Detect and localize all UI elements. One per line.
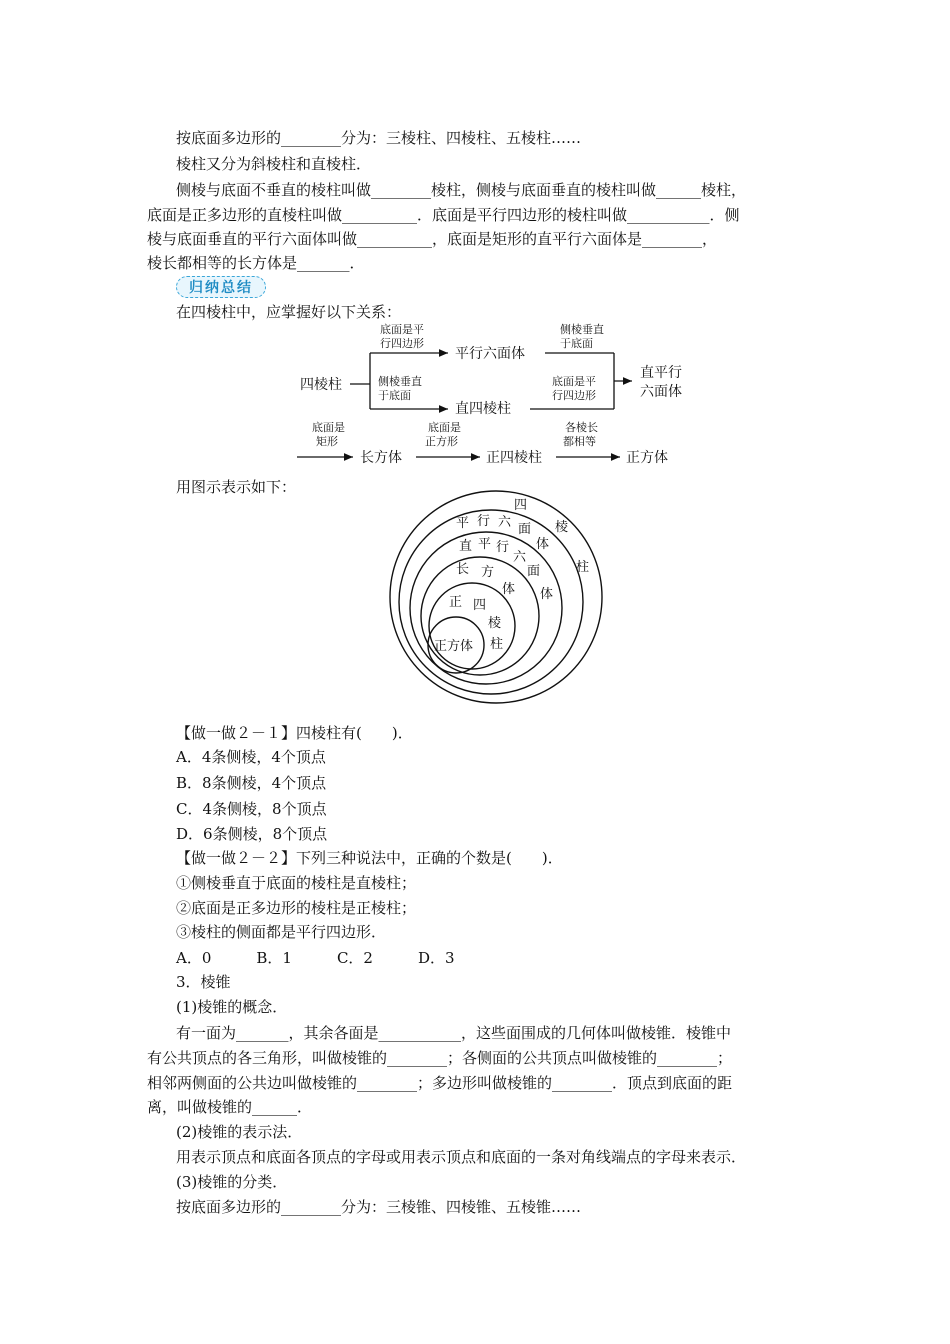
text-line: 棱长都相等的长方体是_______． bbox=[147, 254, 365, 272]
text-line: 用表示顶点和底面各顶点的字母或用表示顶点和底面的一条对角线端点的字母来表示． bbox=[176, 1148, 747, 1166]
option: C．4条侧棱，8个顶点 bbox=[176, 800, 327, 818]
cond-label: 侧棱垂直 bbox=[560, 323, 604, 336]
text-line: 有公共顶点的各三角形，叫做棱锥的________；各侧面的公共顶点叫做棱锥的________； bbox=[147, 1049, 733, 1067]
text-line: 相邻两侧面的公共边叫做棱锥的________；多边形叫做棱锥的________．顶点到底面的距 bbox=[147, 1074, 733, 1092]
text-line: 棱与底面垂直的平行六面体叫做__________，底面是矩形的直平行六面体是________， bbox=[147, 230, 718, 248]
subsection-heading: (1)棱锥的概念． bbox=[176, 998, 288, 1016]
venn-label: 行 bbox=[477, 514, 491, 529]
venn-label: 柱 bbox=[490, 637, 504, 652]
text-line: 按底面多边形的________分为：三棱锥、四棱锥、五棱锥…… bbox=[176, 1198, 582, 1216]
option: A．4条侧棱，4个顶点 bbox=[176, 748, 326, 766]
text-line: 棱柱又分为斜棱柱和直棱柱． bbox=[176, 155, 372, 173]
question-title: 【做一做２－２】下列三种说法中，正确的个数是( )． bbox=[176, 849, 563, 867]
cond-label: 底面是平 bbox=[552, 375, 596, 388]
cond-label: 行四边形 bbox=[380, 337, 424, 350]
option: B．8条侧棱，4个顶点 bbox=[176, 774, 327, 792]
cond-label: 各棱长 bbox=[565, 421, 598, 434]
venn-label: 面 bbox=[518, 522, 532, 537]
venn-label: 方 bbox=[481, 565, 495, 580]
options: A．0 B．1 C．2 D．3 bbox=[176, 949, 455, 967]
text-line: 按底面多边形的________分为：三棱柱、四棱柱、五棱柱…… bbox=[176, 129, 582, 147]
venn-label: 直 bbox=[459, 539, 473, 554]
venn-label: 体 bbox=[540, 587, 554, 602]
venn-label: 体 bbox=[536, 537, 550, 552]
venn-label: 六 bbox=[513, 550, 527, 565]
section-heading: 3．棱锥 bbox=[176, 973, 231, 991]
node-parallelepiped: 平行六面体 bbox=[455, 346, 525, 362]
text-line: 离，叫做棱锥的______． bbox=[147, 1098, 313, 1116]
subsection-heading: (3)棱锥的分类． bbox=[176, 1173, 288, 1191]
summary-tag-label: 归纳总结 bbox=[189, 280, 253, 296]
venn-label: 行 bbox=[496, 540, 510, 555]
cond-label: 都相等 bbox=[563, 435, 596, 448]
venn-label: 正方体 bbox=[434, 639, 474, 654]
question-title: 【做一做２－１】四棱柱有( )． bbox=[176, 724, 413, 742]
venn-label: 六 bbox=[498, 515, 512, 530]
text-line: 侧棱与底面不垂直的棱柱叫做________棱柱，侧棱与底面垂直的棱柱叫做______棱柱， bbox=[176, 181, 747, 199]
venn-label: 四 bbox=[514, 498, 528, 513]
venn-labels bbox=[434, 498, 589, 654]
circle-prism bbox=[390, 491, 602, 703]
cond-label: 底面是 bbox=[312, 421, 345, 434]
cond-label: 正方形 bbox=[425, 435, 458, 448]
venn-diagram bbox=[390, 491, 602, 703]
cond-label: 于底面 bbox=[378, 389, 411, 402]
venn-label: 平 bbox=[478, 537, 492, 552]
venn-label: 平 bbox=[456, 516, 470, 531]
venn-label: 棱 bbox=[555, 520, 569, 535]
node-cuboid: 长方体 bbox=[360, 450, 402, 466]
venn-label: 体 bbox=[502, 582, 516, 597]
branch-line bbox=[350, 353, 370, 409]
text-line: 用图示表示如下： bbox=[176, 478, 297, 496]
venn-label: 柱 bbox=[576, 560, 590, 575]
option: D．6条侧棱，8个顶点 bbox=[176, 825, 328, 843]
cond-label: 于底面 bbox=[560, 337, 593, 350]
node-right-prism: 直四棱柱 bbox=[455, 401, 511, 417]
venn-label: 面 bbox=[527, 564, 541, 579]
statement: ①侧棱垂直于底面的棱柱是直棱柱； bbox=[176, 874, 417, 892]
node-cube: 正方体 bbox=[626, 450, 668, 466]
statement: ②底面是正多边形的棱柱是正棱柱； bbox=[176, 899, 417, 917]
venn-label: 棱 bbox=[488, 616, 502, 631]
cond-label: 底面是平 bbox=[380, 323, 424, 336]
venn-label: 长 bbox=[456, 562, 470, 577]
node-regular-prism: 正四棱柱 bbox=[486, 450, 542, 466]
cond-label: 行四边形 bbox=[552, 389, 596, 402]
node-right-parallelepiped: 直平行 bbox=[640, 365, 682, 381]
text-line: 在四棱柱中，应掌握好以下关系： bbox=[176, 303, 402, 321]
text-line: 有一面为_______，其余各面是___________，这些面围成的几何体叫做棱锥．棱锥中 bbox=[176, 1024, 732, 1042]
statement: ③棱柱的侧面都是平行四边形． bbox=[176, 923, 387, 941]
node-right-parallelepiped: 六面体 bbox=[640, 384, 682, 400]
venn-label: 四 bbox=[473, 598, 487, 613]
cond-label: 底面是 bbox=[428, 421, 461, 434]
subsection-heading: (2)棱锥的表示法． bbox=[176, 1123, 303, 1141]
circle-cuboid bbox=[421, 557, 539, 675]
cond-label: 矩形 bbox=[316, 435, 338, 448]
cond-label: 侧棱垂直 bbox=[378, 375, 422, 388]
venn-label: 正 bbox=[449, 595, 463, 610]
text-line: 底面是正多边形的直棱柱叫做__________．底面是平行四边形的棱柱叫做___________．侧 bbox=[147, 206, 740, 224]
node-start: 四棱柱 bbox=[300, 377, 342, 393]
